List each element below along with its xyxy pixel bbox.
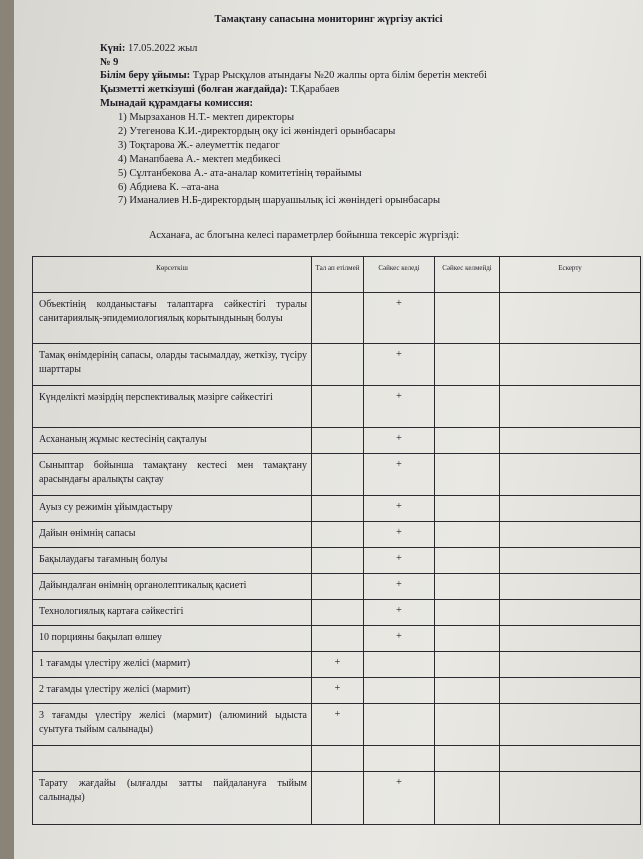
table-row bbox=[33, 386, 641, 428]
organization-line bbox=[100, 69, 487, 83]
noncompliant-cell bbox=[435, 704, 500, 746]
not-applicable-cell bbox=[312, 293, 364, 344]
not-applicable-cell bbox=[312, 428, 364, 454]
not-applicable-cell bbox=[312, 496, 364, 522]
note-cell bbox=[500, 746, 641, 772]
commission-members bbox=[118, 111, 440, 208]
document-title: Тамақтану сапасына мониторинг жүргізу актісі bbox=[214, 14, 443, 25]
compliant-cell: + bbox=[364, 428, 435, 454]
table-row bbox=[33, 548, 641, 574]
indicator-cell: Бақылаудағы тағамның болуы bbox=[33, 548, 312, 574]
table-row bbox=[33, 293, 641, 344]
compliant-cell: + bbox=[364, 772, 435, 825]
organization-value: Тұрар Рысқұлов атындағы №20 жалпы орта білім беретін мектебі bbox=[192, 70, 487, 82]
document-meta bbox=[100, 42, 487, 111]
table-row bbox=[33, 496, 641, 522]
compliant-cell: + bbox=[364, 548, 435, 574]
table-header-row bbox=[33, 257, 641, 293]
indicator-cell: Дайын өнімнің сапасы bbox=[33, 522, 312, 548]
note-cell bbox=[500, 772, 641, 825]
table-row bbox=[33, 344, 641, 386]
not-applicable-cell: + bbox=[312, 678, 364, 704]
noncompliant-cell bbox=[435, 678, 500, 704]
commission-member: 2) Утегенова К.И.-директордың оқу ісі жөніндегі орынбасары bbox=[118, 125, 396, 137]
header-compliant: Сәйкес келеді bbox=[364, 257, 435, 293]
indicator-cell bbox=[33, 746, 312, 772]
organization-label: Білім беру ұйымы: bbox=[100, 70, 191, 82]
commission-member: 7) Иманалиев Н.Б-директордың шаруашылық ісі жөніндегі орынбасары bbox=[118, 195, 441, 207]
noncompliant-cell bbox=[435, 496, 500, 522]
noncompliant-cell bbox=[435, 600, 500, 626]
note-cell bbox=[500, 293, 641, 344]
not-applicable-cell bbox=[312, 344, 364, 386]
date-label: Күні: bbox=[100, 43, 126, 54]
supplier-value: Т.Қарабаев bbox=[290, 84, 340, 96]
table-row bbox=[33, 746, 641, 772]
monitoring-table bbox=[32, 256, 641, 825]
noncompliant-cell bbox=[435, 652, 500, 678]
header-not-applicable: Тал ап етілмей bbox=[312, 257, 364, 293]
indicator-cell: Күнделікті мәзірдің перспективалық мәзірге сәйкестігі bbox=[33, 386, 312, 428]
not-applicable-cell bbox=[312, 574, 364, 600]
not-applicable-cell bbox=[312, 454, 364, 496]
table-row bbox=[33, 704, 641, 746]
table-row bbox=[33, 600, 641, 626]
table-row bbox=[33, 652, 641, 678]
header-indicator: Көрсеткіш bbox=[33, 257, 312, 293]
commission-heading: Мынадай құрамдағы комиссия: bbox=[100, 97, 254, 109]
note-cell bbox=[500, 428, 641, 454]
compliant-cell: + bbox=[364, 454, 435, 496]
noncompliant-cell bbox=[435, 626, 500, 652]
noncompliant-cell bbox=[435, 522, 500, 548]
compliant-cell bbox=[364, 652, 435, 678]
indicator-cell: Объектінің колданыстағы талаптарға сәйкестігі туралы санитариялық-эпидемиологиялық корытындының болуы bbox=[33, 293, 312, 344]
compliant-cell: + bbox=[364, 626, 435, 652]
supplier-line bbox=[100, 83, 487, 97]
noncompliant-cell bbox=[435, 344, 500, 386]
note-cell bbox=[500, 574, 641, 600]
note-cell bbox=[500, 454, 641, 496]
note-cell bbox=[500, 386, 641, 428]
date-value: 17.05.2022 жыл bbox=[127, 43, 198, 54]
inspection-intro: Асханаға, ас блогына келесі параметрлер бойынша тексеріс жүргізді: bbox=[149, 230, 460, 241]
noncompliant-cell bbox=[435, 428, 500, 454]
compliant-cell: + bbox=[364, 386, 435, 428]
commission-member: 4) Манапбаева А.- мектеп медбикесі bbox=[118, 153, 281, 165]
indicator-cell: 3 тағамды үлестіру желісі (мармит) (алюминий ыдыста суытуға тыйым салынады) bbox=[33, 704, 312, 746]
noncompliant-cell bbox=[435, 746, 500, 772]
not-applicable-cell bbox=[312, 626, 364, 652]
compliant-cell bbox=[364, 678, 435, 704]
not-applicable-cell bbox=[312, 386, 364, 428]
indicator-cell: Ауыз су режимін ұйымдастыру bbox=[33, 496, 312, 522]
table-row bbox=[33, 522, 641, 548]
act-number: № 9 bbox=[100, 56, 119, 68]
not-applicable-cell: + bbox=[312, 704, 364, 746]
noncompliant-cell bbox=[435, 574, 500, 600]
compliant-cell bbox=[364, 704, 435, 746]
commission-member: 1) Мырзаханов Н.Т.- мектеп директоры bbox=[118, 112, 295, 123]
compliant-cell: + bbox=[364, 522, 435, 548]
table-row bbox=[33, 772, 641, 825]
supplier-label: Қызметті жеткізуші (болған жағдайда): bbox=[100, 84, 288, 96]
table-row bbox=[33, 574, 641, 600]
note-cell bbox=[500, 600, 641, 626]
not-applicable-cell bbox=[312, 772, 364, 825]
not-applicable-cell bbox=[312, 600, 364, 626]
compliant-cell: + bbox=[364, 293, 435, 344]
note-cell bbox=[500, 522, 641, 548]
compliant-cell: + bbox=[364, 574, 435, 600]
indicator-cell: Технологиялық картаға сәйкестігі bbox=[33, 600, 312, 626]
indicator-cell: Асхананың жұмыс кестесінің сақталуы bbox=[33, 428, 312, 454]
not-applicable-cell: + bbox=[312, 652, 364, 678]
indicator-cell: 10 порцияны бақылап өлшеу bbox=[33, 626, 312, 652]
noncompliant-cell bbox=[435, 548, 500, 574]
note-cell bbox=[500, 344, 641, 386]
note-cell bbox=[500, 496, 641, 522]
indicator-cell: 2 тағамды үлестіру желісі (мармит) bbox=[33, 678, 312, 704]
indicator-cell: Дайындалған өнімнің органолептикалық қасиеті bbox=[33, 574, 312, 600]
table-row bbox=[33, 678, 641, 704]
header-noncompliant: Сәйкес келмейді bbox=[435, 257, 500, 293]
commission-member: 3) Тоқтарова Ж.- әлеуметтік педагог bbox=[118, 139, 280, 151]
not-applicable-cell bbox=[312, 746, 364, 772]
compliant-cell: + bbox=[364, 600, 435, 626]
noncompliant-cell bbox=[435, 772, 500, 825]
compliant-cell: + bbox=[364, 496, 435, 522]
commission-member: 5) Сұлтанбекова А.- ата-аналар комитетінің төрайымы bbox=[118, 167, 362, 179]
note-cell bbox=[500, 652, 641, 678]
table-row bbox=[33, 428, 641, 454]
compliant-cell: + bbox=[364, 344, 435, 386]
note-cell bbox=[500, 704, 641, 746]
indicator-cell: Тарату жағдайы (ылғалды затты пайдалануға тыйым салынады) bbox=[33, 772, 312, 825]
compliant-cell bbox=[364, 746, 435, 772]
table-row bbox=[33, 454, 641, 496]
noncompliant-cell bbox=[435, 386, 500, 428]
header-note: Ескерту bbox=[500, 257, 641, 293]
indicator-cell: Тамақ өнімдерінің сапасы, оларды тасымалдау, жеткізу, түсіру шарттары bbox=[33, 344, 312, 386]
noncompliant-cell bbox=[435, 293, 500, 344]
date-line bbox=[100, 42, 487, 56]
indicator-cell: 1 тағамды үлестіру желісі (мармит) bbox=[33, 652, 312, 678]
note-cell bbox=[500, 678, 641, 704]
not-applicable-cell bbox=[312, 548, 364, 574]
commission-member: 6) Абдиева К. –ата-ана bbox=[118, 181, 219, 193]
not-applicable-cell bbox=[312, 522, 364, 548]
table-row bbox=[33, 626, 641, 652]
noncompliant-cell bbox=[435, 454, 500, 496]
note-cell bbox=[500, 548, 641, 574]
note-cell bbox=[500, 626, 641, 652]
indicator-cell: Сыныптар бойынша тамақтану кестесі мен тамақтану арасындағы аралықты сақтау bbox=[33, 454, 312, 496]
